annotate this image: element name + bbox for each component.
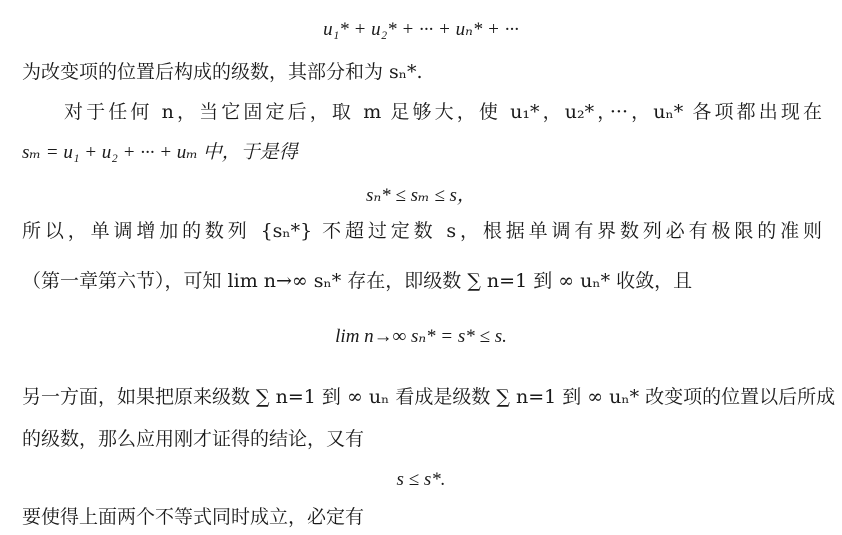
paragraph-final: 要使得上面两个不等式同时成立，必定有 — [22, 506, 365, 528]
paragraph-conclusion: 的级数，那么应用刚才证得的结论，又有 — [22, 428, 365, 450]
paragraph-rearranged-series: 为改变项的位置后构成的级数，其部分和为 sₙ*. — [22, 61, 423, 83]
inequality-formula: sₙ* ≤ sₘ ≤ s， — [366, 185, 476, 206]
partial-sum-formula: sₘ = u₁ + u₂ + ··· + uₘ 中，于是得 — [22, 142, 298, 163]
limit-formula: lim n→∞ sₙ* = s* ≤ s. — [335, 326, 507, 347]
paragraph-original-series: 另一方面，如果把原来级数 ∑ n=1 到 ∞ uₙ 看成是级数 ∑ n=1 到 ∞ uₙ* 改变项的位置以后所成 — [22, 386, 836, 408]
paragraph-limit-exists: （第一章第六节），可知 lim n→∞ sₙ* 存在，即级数 ∑ n=1 到 ∞ uₙ* 收敛，且 — [22, 270, 693, 292]
paragraph-monotone-sequence: 所以，单调增加的数列 {sₙ*} 不超过定数 s，根据单调有界数列必有极限的准则 — [22, 220, 822, 242]
series-rearranged-formula: u₁* + u₂* + ··· + uₙ* + ··· — [323, 19, 519, 40]
paragraph-fixed-n: 对于任何 n，当它固定后，取 m 足够大，使 u₁*，u₂*，···，uₙ* 各项都出现在 — [64, 101, 822, 123]
reverse-inequality-formula: s ≤ s*. — [396, 469, 446, 490]
